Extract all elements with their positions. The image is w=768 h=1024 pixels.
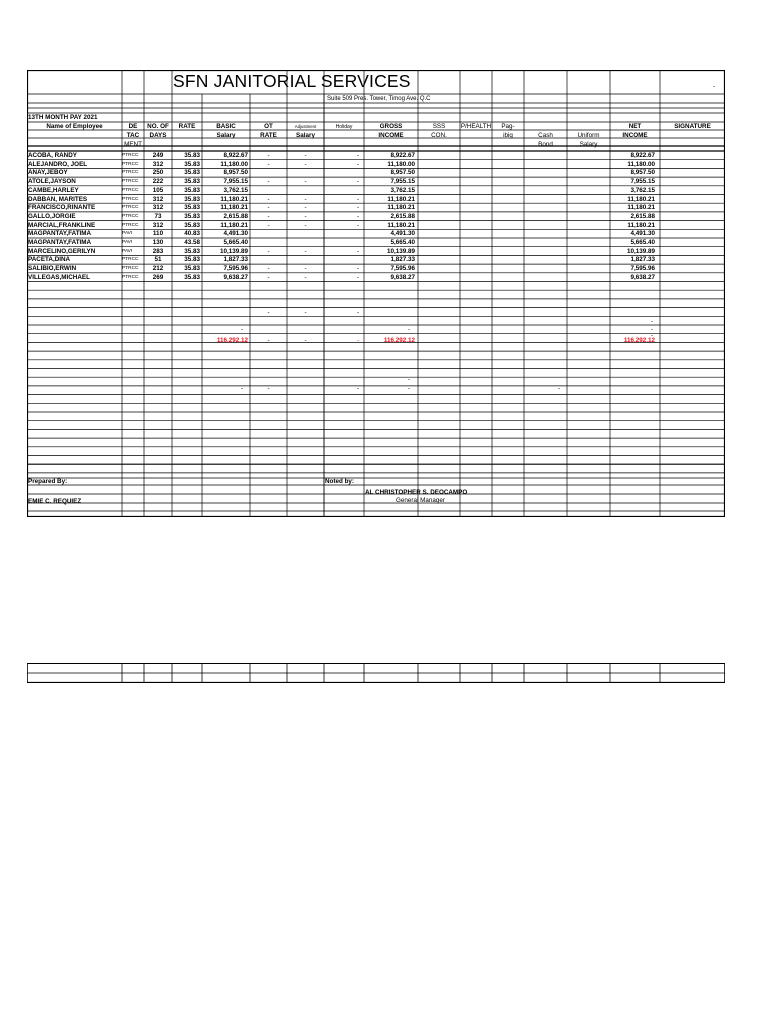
cell-rate: 35.83 [184, 178, 200, 186]
cell-gross: 11,180.00 [387, 160, 415, 168]
cell-name: SALIBIO,ERWIN [28, 265, 77, 273]
cell-basic: 8,922.67 [223, 152, 248, 159]
cell-dept: PTRCC [122, 266, 139, 272]
cell-rate: 35.83 [184, 265, 200, 273]
cell-ot: - [267, 152, 270, 159]
cell-gross: 9,638.27 [390, 273, 415, 281]
cell-days: 212 [152, 265, 164, 273]
header-basic-2: Salary [216, 132, 236, 139]
dash-cell: - [356, 309, 360, 316]
cell-rate: 35.83 [184, 256, 200, 264]
cell-days: 312 [152, 221, 164, 229]
cell-dept: PTRCC [122, 222, 139, 228]
header-rate: RATE [178, 123, 196, 130]
cell-rate: 35.83 [184, 212, 200, 220]
total-holiday: - [356, 337, 360, 344]
cell-days: 269 [152, 273, 164, 281]
cell-basic: 1,827.33 [223, 256, 248, 264]
cell-gross: 7,595.96 [390, 265, 415, 273]
header-pagibig-2: ibig [503, 132, 513, 139]
cell-net: 4,491.30 [630, 230, 655, 238]
cell-name: ALEJANDRO, JOEL [28, 160, 88, 168]
cell-gross: 11,180.21 [387, 195, 415, 203]
cell-rate: 35.83 [184, 169, 200, 177]
cell-adj: - [304, 247, 307, 255]
cell-ot: - [267, 221, 270, 229]
cell-dept: PAVI [122, 248, 133, 254]
cell-hol: - [356, 247, 360, 255]
cell-rate: 35.83 [184, 221, 200, 229]
cell-hol: - [356, 152, 360, 159]
header-uniform-2: Salary [579, 141, 598, 148]
cell-adj: - [304, 221, 307, 229]
cell-basic: 11,180.21 [220, 195, 248, 203]
header-sss-2: CON. [431, 132, 447, 139]
cell-ot: - [267, 273, 270, 281]
cell-dept: PTRCC [122, 153, 139, 158]
cell-ot: - [267, 265, 270, 273]
cell-basic: 8,957.50 [223, 169, 248, 177]
cell-net: 11,180.21 [627, 195, 655, 203]
header-gross-2: INCOME [378, 132, 404, 139]
dash-cell: - [407, 376, 411, 383]
cell-gross: 7,955.15 [390, 178, 415, 186]
header-sss: SSS [432, 123, 446, 130]
header-ot-2: RATE [260, 132, 277, 139]
cell-days: 130 [152, 239, 164, 246]
cell-dept: PAVI [122, 231, 133, 237]
cell-rate: 35.83 [184, 152, 200, 159]
cell-gross: 1,827.33 [390, 256, 415, 264]
cell-days: 312 [152, 160, 164, 168]
header-net-2: INCOME [622, 132, 648, 139]
cell-dept: PTRCC [122, 196, 139, 202]
total-basic: 116,292.12 [216, 337, 248, 344]
cell-name: MAGPANTAY,FATIMA [28, 239, 92, 246]
company-address: Suite 509 Pres. Tower, Timog Ave. Q.C [327, 96, 431, 102]
cell-gross: 3,762.15 [390, 186, 415, 194]
cell-gross: 2,615.88 [390, 212, 415, 220]
cell-basic: 4,491.30 [223, 230, 248, 238]
cell-net: 1,827.33 [630, 256, 655, 264]
header-ot: OT [264, 123, 273, 130]
cell-days: 283 [152, 247, 164, 255]
cell-basic: 10,139.89 [219, 247, 248, 255]
cell-adj: - [304, 195, 307, 203]
total-net: 116,292.12 [623, 337, 655, 344]
cell-gross: 8,957.50 [390, 169, 415, 177]
secondary-grid-row [27, 663, 725, 683]
cell-ot: - [267, 160, 270, 168]
header-cash-2: Bond [538, 141, 553, 148]
approver-name: AL CHRISTOPHER S. DEOCAMPO [365, 489, 468, 496]
dash-cell: - [407, 385, 411, 392]
total-gross: 116,292.12 [383, 337, 415, 344]
cell-hol: - [356, 273, 360, 281]
cell-net: 7,955.15 [630, 178, 655, 186]
cell-hol: - [356, 160, 360, 168]
cell-gross: 11,180.21 [387, 204, 415, 212]
prepared-by-label: Prepared By: [28, 478, 68, 485]
cell-net: 9,638.27 [630, 273, 655, 281]
cell-basic: 7,595.96 [223, 265, 248, 273]
cell-rate: 35.83 [184, 160, 200, 168]
header-phealth: P/HEALTH [460, 123, 492, 130]
header-basic: BASIC [216, 123, 236, 130]
cell-days: 73 [154, 212, 162, 220]
cell-adj: - [304, 273, 307, 281]
cell-name: FRANCISCO,RINANTE [28, 204, 96, 212]
cell-gross: 10,139.89 [386, 247, 415, 255]
cell-hol: - [356, 204, 360, 212]
cell-days: 312 [152, 204, 164, 212]
header-holiday: Holiday [335, 124, 353, 130]
dash-cell: - [407, 326, 411, 333]
cell-dept: PTRCC [122, 187, 139, 193]
cell-ot: - [267, 212, 270, 220]
cell-name: ATOLE,JAYSON [28, 178, 76, 186]
cell-dept: PTRCC [122, 213, 139, 219]
cell-adj: - [304, 160, 307, 168]
cell-basic: 11,180.21 [220, 204, 248, 212]
cell-days: 222 [152, 178, 164, 186]
cell-ot: - [267, 195, 270, 203]
cell-net: 8,922.67 [630, 152, 655, 159]
cell-basic: 2,615.88 [223, 212, 248, 220]
dash-cell: - [650, 318, 653, 325]
header-dept: DE [128, 123, 138, 130]
total-ot: - [267, 337, 270, 344]
preparer-name: EMIE C. REQUIEZ [28, 498, 82, 505]
header-net: NET [628, 123, 642, 130]
cell-basic: 11,180.00 [220, 160, 248, 168]
corner-mark: - [713, 83, 716, 90]
header-pagibig: Pag- [501, 123, 515, 130]
cell-days: 110 [152, 230, 164, 238]
cell-name: GALLO,JORGIE [28, 212, 76, 220]
cell-name: PACETA,DINA [28, 256, 71, 264]
cell-net: 8,957.50 [630, 169, 655, 177]
cell-dept: PTRCC [122, 161, 139, 167]
cell-rate: 35.83 [184, 186, 200, 194]
cell-dept: PTRCC [122, 257, 139, 263]
cell-name: MARCIAL,FRANKLINE [28, 221, 96, 229]
cell-dept: PTRCC [122, 274, 139, 280]
cell-ot: - [267, 247, 270, 255]
dash-cell: - [240, 326, 244, 333]
cell-hol: - [356, 212, 360, 220]
cell-days: 250 [152, 169, 164, 177]
dash-cell: - [650, 332, 653, 339]
noted-by-label: Noted by: [325, 478, 355, 485]
approver-title: General Manager [396, 497, 446, 504]
cell-net: 11,180.21 [627, 204, 655, 212]
cell-net: 7,595.96 [630, 265, 655, 273]
cell-rate: 43.58 [184, 239, 200, 246]
cell-adj: - [304, 265, 307, 273]
company-name: SFN JANITORIAL SERVICES [173, 71, 411, 91]
header-cash: Cash [538, 132, 553, 139]
dash-cell: - [304, 309, 307, 316]
cell-dept: PAVI [122, 240, 133, 245]
header-adjustment-2: Salary [296, 132, 315, 139]
cell-adj: - [304, 204, 307, 212]
cell-hol: - [356, 178, 360, 186]
cell-name: MARCELINO,GERILYN [28, 247, 96, 255]
dash-cell: - [356, 385, 360, 392]
dash-cell: - [240, 385, 244, 392]
cell-net: 11,180.00 [627, 160, 655, 168]
dash-cell: - [557, 385, 561, 392]
cell-rate: 35.83 [184, 195, 200, 203]
cell-adj: - [304, 212, 307, 220]
cell-hol: - [356, 221, 360, 229]
header-adjustment: Adjustment [294, 124, 317, 129]
cell-gross: 8,922.67 [390, 152, 415, 159]
cell-net: 3,762.15 [630, 186, 655, 194]
cell-rate: 40.83 [184, 230, 200, 238]
cell-gross: 4,491.30 [390, 230, 415, 238]
cell-name: MAGPANTAY,FATIMA [28, 230, 92, 238]
header-name: Name of Employee [46, 123, 103, 130]
cell-name: DABBAN, MARITES [28, 195, 88, 203]
cell-days: 312 [152, 195, 164, 203]
header-uniform: Uniform [577, 132, 600, 139]
header-dept-2: TAC [126, 132, 140, 139]
total-adj: - [304, 337, 307, 344]
cell-basic: 9,638.27 [223, 273, 248, 281]
dash-cell: - [267, 385, 270, 392]
cell-dept: PTRCC [122, 170, 139, 176]
cell-gross: 11,180.21 [387, 221, 415, 229]
cell-ot: - [267, 204, 270, 212]
header-days-2: DAYS [149, 132, 167, 139]
cell-hol: - [356, 195, 360, 203]
cell-hol: - [356, 265, 360, 273]
cell-net: 2,615.88 [630, 212, 655, 220]
cell-dept: PTRCC [122, 205, 139, 211]
cell-adj: - [304, 152, 307, 159]
cell-name: VILLEGAS,MICHAEL [28, 273, 90, 281]
cell-basic: 5,665.40 [223, 239, 248, 246]
cell-net: 10,139.89 [626, 247, 655, 255]
cell-adj: - [304, 178, 307, 186]
dash-cell: - [267, 309, 270, 316]
cell-name: ANAY,JEBOY [28, 169, 68, 177]
cell-net: 11,180.21 [627, 221, 655, 229]
dash-cell: - [650, 326, 653, 333]
cell-days: 105 [152, 186, 164, 194]
header-signature: SIGNATURE [674, 123, 711, 130]
cell-basic: 11,180.21 [220, 221, 248, 229]
cell-name: ACOBA, RANDY [28, 152, 77, 159]
header-days: NO. OF [147, 123, 169, 130]
report-title: 13TH MONTH PAY 2021 [28, 114, 98, 121]
cell-days: 249 [152, 152, 164, 159]
cell-basic: 7,955.15 [223, 178, 248, 186]
cell-basic: 3,762.15 [223, 186, 248, 194]
cell-rate: 35.83 [184, 204, 200, 212]
cell-ot: - [267, 178, 270, 186]
cell-net: 5,665.40 [630, 239, 655, 246]
payroll-sheet [27, 70, 725, 517]
cell-rate: 35.83 [184, 247, 200, 255]
header-dept-3: MENT [124, 141, 142, 148]
cell-name: CAMBE,HARLEY [28, 186, 79, 194]
cell-dept: PTRCC [122, 179, 139, 185]
cell-gross: 5,665.40 [390, 239, 415, 246]
header-gross: GROSS [379, 123, 403, 130]
cell-rate: 35.83 [184, 273, 200, 281]
cell-days: 51 [154, 256, 162, 264]
